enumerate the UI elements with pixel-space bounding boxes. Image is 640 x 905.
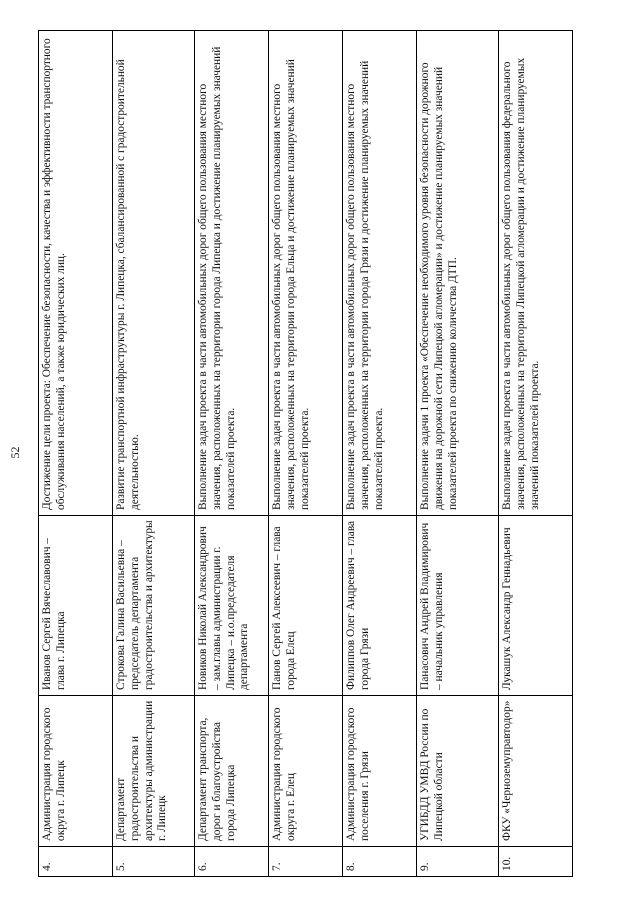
responsible-person-cell: Новиков Николай Александрович – зам.главы администрации г. Липецка – и.о.председателя департамента — [195, 516, 269, 696]
organization-cell: Департамент градостроительства и архитектуры администрации г. Липецк — [113, 696, 195, 847]
organization-cell: Администрация городского поселения г. Грязи — [343, 696, 417, 847]
responsible-person-cell: Иванов Сергей Вячеславович – глава г. Липецка — [39, 516, 113, 696]
table-row — [39, 31, 113, 877]
table-row — [195, 31, 269, 877]
row-number: 7. — [269, 847, 343, 877]
organization-cell: Администрация городского округа г. Елец — [269, 696, 343, 847]
responsible-person-cell: Панов Сергей Алексеевич – глава города Елец — [269, 516, 343, 696]
page-number: 52 — [8, 446, 22, 459]
organization-cell: ФКУ «Черноземуправтодор» — [499, 696, 573, 847]
task-cell: Выполнение задач проекта в части автомобильных дорог общего пользования местного значения, расположенных на территории города Ельца и достижение планируемых значений показателей проекта. — [269, 31, 343, 516]
responsible-person-cell: Филиппов Олег Андреевич – глава города Грязи — [343, 516, 417, 696]
table-row — [269, 31, 343, 877]
responsible-person-cell: Строкова Галина Васильевна – председатель департамента градостроительства и архитектуры — [113, 516, 195, 696]
table-row — [113, 31, 195, 877]
table-row — [499, 31, 573, 877]
row-number: 9. — [417, 847, 499, 877]
task-cell: Выполнение задач проекта в части автомобильных дорог общего пользования местного значения, расположенных на территории города Грязи и достижение планируемых значений показателей проекта. — [343, 31, 417, 516]
table-row — [417, 31, 499, 877]
responsibility-table — [38, 30, 573, 877]
organization-cell: УГИБДД УМВД России по Липецкой области — [417, 696, 499, 847]
responsible-person-cell: Панасович Андрей Владимирович – начальник управления — [417, 516, 499, 696]
responsible-person-cell: Лукашук Александр Геннадьевич — [499, 516, 573, 696]
task-cell: Развитие транспортной инфраструктуры г. Липецка, сбалансированной с градостроительной деятельностью. — [113, 31, 195, 516]
organization-cell: Администрация городского округа г. Липецк — [39, 696, 113, 847]
task-cell: Выполнение задачи 1 проекта «Обеспечение необходимого уровня безопасности дорожного движения на дорожной сети Липецкой агломерации» и достижение планируемых значений показателей проекта по снижению количества ДТП. — [417, 31, 499, 516]
row-number: 5. — [113, 847, 195, 877]
row-number: 4. — [39, 847, 113, 877]
task-cell: Достижение цели проекта: Обеспечение безопасности, качества и эффективности транспортного обслуживания населений, а также юридических лиц. — [39, 31, 113, 516]
row-number: 6. — [195, 847, 269, 877]
row-number: 8. — [343, 847, 417, 877]
organization-cell: Департамент транспорта, дорог и благоустройства города Липецка — [195, 696, 269, 847]
task-cell: Выполнение задач проекта в части автомобильных дорог общего пользования местного значения, расположенных на территории города Липецка и достижение планируемых значений показателей проекта. — [195, 31, 269, 516]
row-number: 10. — [499, 847, 573, 877]
table-row — [343, 31, 417, 877]
task-cell: Выполнение задач проекта в части автомобильных дорог общего пользования федерального значения, расположенных на территории Липецкой агломерации и достижение планируемых значений показателей проекта. — [499, 31, 573, 516]
